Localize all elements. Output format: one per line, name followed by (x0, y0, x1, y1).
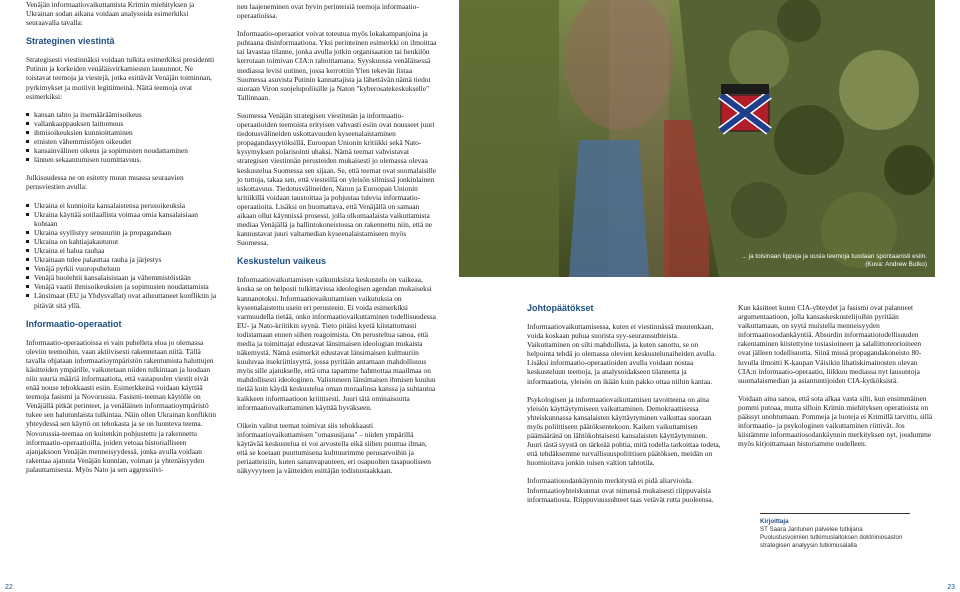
list-item: etnisten vähemmistöjen oikeudet (26, 137, 219, 146)
conclusions-paragraph-2: Psykologisen ja informaatiovaikuttamisen tavoitteena on aina yleisön käyttäytymiseen vaikuttaminen. Demokraattisessa yhteiskunnassa kansalaisten käyttäytyminen vaikuttaa suoraan myös poliittiseen päätöksentekoon. Kaiken vaikuttamisen päämääränä on lähtökohtaisesti kansalaisten käyttäytyminen. Juuri tästä syystä on tärkeää pohtia, mitä todella tarkoittaa todeta, että tehdäksemme turvallisuuspoliittisen päätöksen, meidän on huomioitava jonkin toisen valtion tahtotila. (527, 394, 721, 468)
page-number-right: 23 (947, 584, 955, 591)
intro-paragraph: Venäjän informaatiovaikuttamista Krimin miehityksen ja Ukrainan sodan aikana voidaan analysoida esimerkiksi seuraavalla tavalla: (26, 0, 195, 28)
section-heading-conclusions: Johtopäätökset (527, 303, 594, 313)
author-title: Kirjoittaja (760, 518, 789, 525)
list-item: Ukraina ei halua rauhaa (26, 246, 219, 255)
photo-credit: (Kuva: Andrew Butko) (865, 261, 927, 268)
finland-paragraph: Suomessa Venäjän strategisen viestinnän ja informaatio-operaatioiden teemoista erityisen vahvasti esiin ovat nousseet juuri tiedotusvälineiden uskottavuuden kyseenalaistaminen propagandasyytöksillä, Euroopan Unionin kritiikki sekä Nato-kysymyksen polarisointi uhaksi. Nämä teemat vahvistavat strategisen viestinnän perusteiden mukaisesti jo olemassa olevaa keskustelua Suomessa sen sijaan. Se, että teemat ovat suomalaisille jo tuttuja, takaa sen, että viesteillä on yleisön silmissä jonkinlainen uskottavuus. Tiedotusvälineiden, Naton ja Euroopan Unionin kritiikillä voidaan taustoittaa ja pohjustaa tulevia informaatio-operaatioita. Lisäksi on huomattava, että Venäjällä on samaan aikaan ollut käynnissä prosessi, jolla ulkomaalaista vaikuttamista mediaa Venäjällä ja hallintokoneistossa on rakennettu niin, että ne kannustavat juuri valtamedian kyseenalaistamiseen myös Suomessa. (237, 110, 437, 248)
conclusions-paragraph-1: Informaatiovaikuttamisessa, kuten ei viestinnässä muutenkaan, voida koskaan puhua suorista syy-seuraussuhteista. Vaikuttaminen on silti mahdollista, ja kuten sanottu, se on helpointa tehdä jo olemassa olevien keskustelunaiheiden avulla. Lisäksi informaatio-operaatioiden avulla voidaan nostaa keskusteluun teemoja, ja analysoidakseen tilannetta ja informaatiota, yleisön on ikään kuin pakko ottaa niihin kantaa. (527, 322, 717, 386)
list-item: Ukraina käyttää sotilaallista voimaa omia kansalaisiaan kohtaan (26, 210, 219, 228)
list-item: Venäjä pyrkii vuoropuheluun (26, 264, 219, 273)
messages-list (26, 201, 219, 310)
flag-patch-icon (721, 84, 769, 131)
section-heading-strategic-communication: Strateginen viestintä (26, 36, 115, 47)
list-item: Venäjä huolehtii kansalaisistaan ja vähemmistöistään (26, 273, 219, 282)
list-item: kansan tahto ja itsemääräämisoikeus (26, 110, 219, 119)
section-heading-discussion: Keskustelun vaikeus (237, 256, 327, 267)
page-number-left: 22 (5, 584, 13, 591)
right-column-1 (527, 303, 722, 504)
discussion-paragraph-2: Oikein valitut teemat toimivat siis tehokkaasti informaatiovaikuttamisen "omasusijana" – niiden ympärillä käytävää keskustelua ei voi arvostella eikä siihen puuttua ilman, että se koetaan puuttumisena kulttuurimme perusarvoihin ja periaatteisiin, kuten sananvapauteen, eri osapuolten tasapuoliseen näkyvyyteen ja väitteiden esittäjän todistustaakkaan. (237, 420, 431, 476)
list-item: Venäjä vaatii ihmisoikeuksien ja sopimusten noudattamista (26, 282, 219, 291)
strategy-paragraph: Strategisesti viestinnäksi voidaan tulkita esimerkiksi presidentti Putinin ja korkeiden venäläisvirkamiesten lausunnot. Ne toistavat teemoja ja viestejä, jotka esittävät Venäjän toiminnan, pyrkimykset ja motiivit legitiimeinä. Näitä teemoja ovat esimerkiksi: (26, 55, 215, 101)
list-item: Ukraina on kahtiajakautunut (26, 237, 219, 246)
photo-illustration (459, 0, 935, 277)
left-column-2 (237, 2, 437, 475)
discussion-paragraph: Informaatiovaikuttamisen vaikutuksista keskustelu on vaikeaa, koska se on helposti tulkittavissa ideologisen agendan mukaiseksi kannanotoksi. Informaatiovaikuttamisen vaikutuksia on kyseenalaistettu usein eri perusteein. Ei voida esimerkiksi varmuudella tietää, onko informaatiovaikuttaminen todellisuudessa EU- ja Nato-kriitikin syynä. Tieto pitäisi kyetä kiistattomasti todistamaan ennen siihen reagoimista. On perusteltua sanoa, että media ja toimittajat edustavat länsimaisen ideologian mukaista näkemystä. Nämä esimerkit edustavat länsimaisen kulttuuriin kuuluvaa itsekriittisyyttä, jossa pyritään antamaan mahdollisuus myös sille ajatukselle, että oma tapamme hahmottaa maailmaa on mahdollisesti ideologinen. Valistuneen länsimaisen ihmisen kuuluu tietää kuin käydä keskustelua oman moraalinsa kanssa ja suhtautua kaikkeen informaatioon kriittisesti. Juuri tätä ominaisuutta informaatiovaikuttaminen käyttää hyväkseen. (237, 275, 436, 412)
list-item: Ukrainaan tulee palauttaa rauha ja järjestys (26, 255, 219, 264)
operations-paragraph: Informaatio-operaatioissa ei vain puhelleta eloa jo olemassa oleviin teemoihin, vaan aktiivisesti rakennetaan niitä. Tällä tavalla ohjataan informaatioympäristön rakentumista haluttujen käsitteiden ympärille, vaikutetaan niiden tulkintaan ja luodaan niin suuria määriä informaatiota, että vastapuolen viestit eivät enää nouse tehokkaasti esiin. Esimerkkeinä voidaan käyttää teemoja fasismi ja Novorussia. Fasismi-teeman käytölle on Venäjällä pitkät perinteet, ja venäläinen informaatioympäristö tukee sen halutunlaista tulkintaa. Näin ollen Ukrainan konfliktin yhteydessä sen käyttö on tehokasta ja se on luonteva teema. Novorussia-teemaa on kuitenkin pohjustettu ja rakennettu informaatio-operaatioilla, joiden vetoaa historialliseen ajanjaksoon Venäjän menneisyydessä, jonka avulla voidaan rakentaa ajatusta Venäjän kunnian, voiman ja yhtenäisyyden palauttamisesta. Myös Nato ja sen aggressiivi- (26, 337, 217, 474)
disinformation-paragraph: Informaatio-operaatiot voivat toteutua myös lokakampanjoina ja puhtaana disinformaationa. Yksi perinteinen esimerkki on ilmoittaa tai lavastaa tilanne, jonka avulla jotkin organisaation tai henkilön kerrotaan toimivan CIA:n rahoittamana. Syyskuussa venäläisessä mediassa levisi uutinen, jossa kerrottiin Ylen tekevän listaa Suomessa asuvista Putinin kannattajista ja lähettävän nämä tiedot suoraan Viron suojelupoliisille ja Naton "kyberosatekeskukselle" Tallinnaan. (237, 29, 437, 102)
conclusions-paragraph-3: Informaatiosodankäynnin merkitystä ei pidä aliarvioida. Informaatioyhteiskunnat ovat nimensä mukaisesti riippuvaisia informaatiosta. Riippuvuussuhteet taas vetävät rutta puoleensa. (527, 476, 714, 504)
list-item: kansainvälinen oikeus ja sopimusten noudattaminen (26, 146, 219, 155)
list-item: Ukraina syyllistyy sensuuriin ja propagandaan (26, 228, 219, 237)
left-column-1 (26, 0, 219, 474)
photo-caption (742, 253, 927, 269)
cia-paragraph: Kun käsitteet kuten CIA-yhteydet ja fasismi ovat palanneet argumentaatioon, jolla kansaskeskustelijoihin pyritään vaikuttamaan, on syytä muistella menneisyyden informaatiosodankäyntiä. Absurdin informaatiotodellisuuden rakentaminen kiistettyine tosiasioineen ja salaliittoteorioineen ovat jälleen todellisuutta. Siinä missä propagandakoneisto 80-luvulla ilmoitti K-kaupan Väisikin lihatiskimainosten olevan CIA:n informaatio-operaatio, liikkuu mediassa nyt lausuntoja suomalaismedian ja asiantuntijoiden CIA-kytköksistä. (738, 303, 922, 385)
war-paragraph: Voidaan aina sanoa, että sota alkaa vasta silti, kun ensimmäinen pommi putoaa, mutta silloin Krimin miehityksen operatioista on päässyt unohtumaan. Pommeja ja luoteja ei Krimillä tarvittu, sillä informaatio- ja psykologinen vaikuttaminen riittivät. Jos kiistämme informaatiosodankäynnin merkityksen nyt, joudumme myös kirjoittamaan historiamme uudelleen. (738, 393, 933, 449)
article-photo (459, 0, 935, 277)
public-messages-paragraph: Julkisuudessa ne on esitetty muun muassa seuraavien perusviestien avulla: (26, 173, 184, 192)
themes-list (26, 110, 219, 165)
author-bio: ST Saara Jantunen palvelee tutkijana Puolustusvoimien tutkimuslaitoksen doktriiniosaston strategisen analyysin tutkimusalalla (760, 526, 903, 549)
operations-paragraph-continued: nen laajeneminen ovat hyvin perinteisiä teemoja informaatio-operaatioissa. (237, 2, 419, 21)
list-item: vallankaappauksen laittomuus (26, 119, 219, 128)
list-item: lännen sekaantumisen tuomittavuus. (26, 155, 219, 164)
author-box (760, 513, 910, 550)
caption-text: ... ja toisinaan lippuja ja uusia teemoja tuodaan spontaanisti esiin. (741, 253, 927, 260)
section-heading-information-operations: Informaatio-operaatiot (26, 318, 122, 329)
list-item: ihmisoikeuksien kunnioittaminen (26, 128, 219, 137)
right-column-2 (738, 303, 934, 448)
list-item: Ukraina ei kunnioita kansalaistensa perusoikeuksia (26, 201, 219, 210)
list-item: Länsimaat (EU ja Yhdysvallat) ovat aiheuttaneet konfliktin ja pitävät sitä yllä. (26, 291, 219, 309)
